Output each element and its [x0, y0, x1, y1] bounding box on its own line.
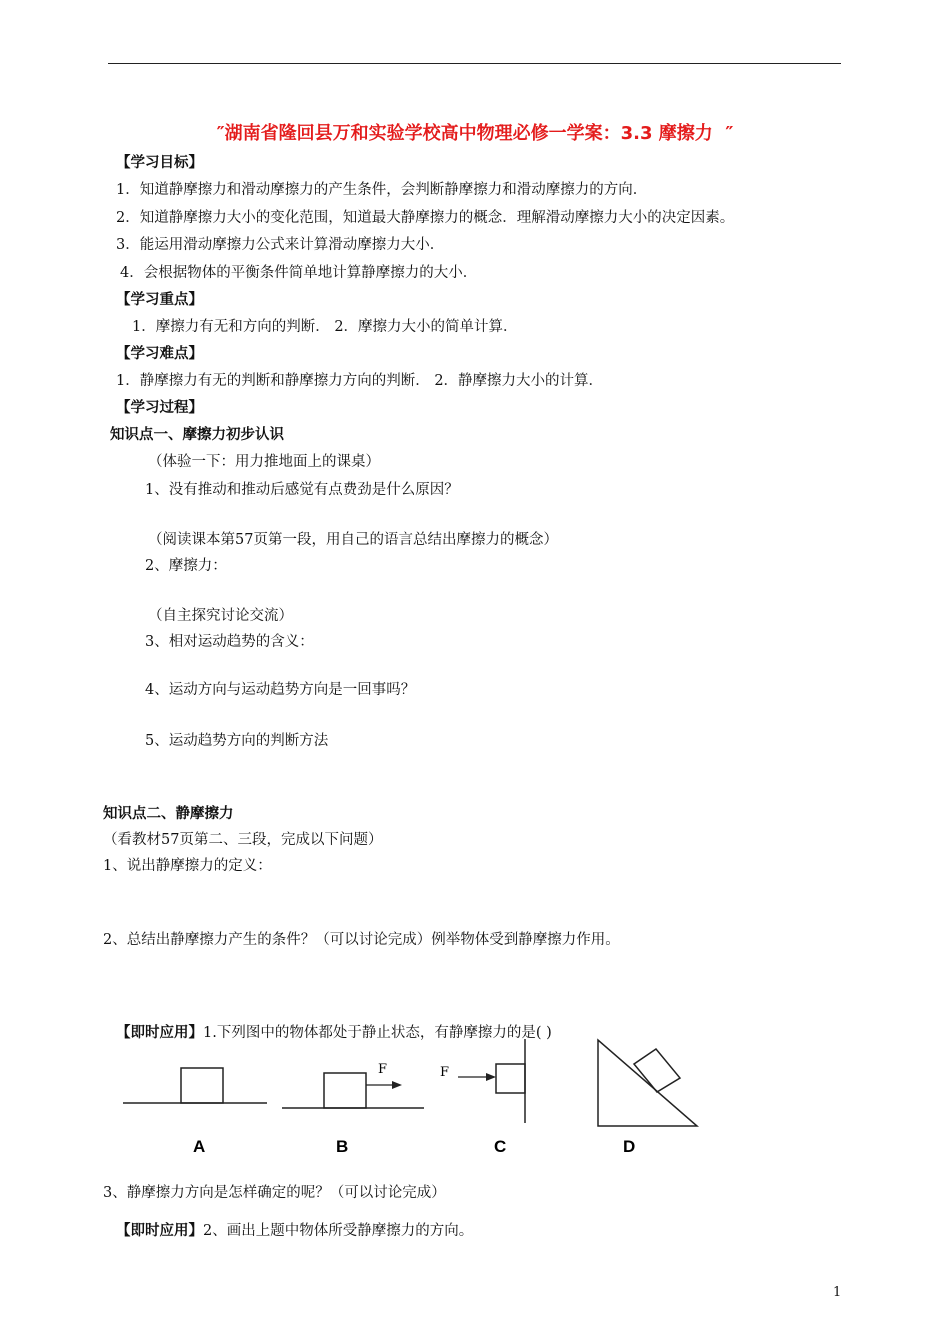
k2-question-2: 2、总结出静摩擦力产生的条件？（可以讨论完成）例举物体受到静摩擦力作用。: [103, 932, 620, 948]
figure-label-d: D: [623, 1137, 636, 1156]
objective-2: 2．知道静摩擦力大小的变化范围，知道最大静摩擦力的概念．理解滑动摩擦力大小的决定因素。: [116, 210, 735, 226]
k1-note-1: （体验一下：用力推地面上的课桌）: [148, 454, 380, 470]
figure-b: [282, 1062, 424, 1108]
keypoints-heading: 【学习重点】: [116, 292, 203, 308]
k1-note-3: （自主探究讨论交流）: [148, 608, 293, 624]
k1-heading: 知识点一、摩擦力初步认识: [110, 427, 284, 443]
block-c: [496, 1064, 525, 1093]
block-b: [324, 1073, 366, 1108]
application-2: [116, 1221, 473, 1241]
k2-question-1: 1、说出静摩擦力的定义：: [103, 858, 272, 874]
page-title: ″湖南省隆回县万和实验学校高中物理必修一学案：3.3 摩擦力 ″: [216, 123, 734, 144]
application-1-tag: 【即时应用】: [116, 1025, 203, 1041]
k1-question-3: 3、相对运动趋势的含义：: [145, 634, 314, 650]
process-heading: 【学习过程】: [116, 400, 203, 416]
objective-3: 3．能运用滑动摩擦力公式来计算滑动摩擦力大小．: [116, 237, 445, 253]
figure-label-c: C: [494, 1137, 507, 1156]
difficulties-heading: 【学习难点】: [116, 346, 203, 362]
difficulties-text: 1．静摩擦力有无的判断和静摩擦力方向的判断． 2．静摩擦力大小的计算．: [116, 373, 604, 389]
k1-question-5: 5、运动趋势方向的判断方法: [145, 733, 329, 749]
application-2-text: 2、画出上题中物体所受静摩擦力的方向。: [203, 1223, 474, 1239]
figure-d: [598, 1040, 697, 1126]
incline-d: [598, 1040, 697, 1126]
force-label-c: F: [440, 1065, 450, 1080]
block-d: [634, 1049, 680, 1092]
force-label-b: F: [378, 1062, 388, 1077]
page-number: 1: [833, 1285, 842, 1300]
figure-a: [123, 1068, 267, 1103]
k1-question-1: 1、没有推动和推动后感觉有点费劲是什么原因？: [145, 482, 459, 498]
block-a: [181, 1068, 223, 1103]
static-friction-figure: [110, 1030, 710, 1160]
objective-4: 4．会根据物体的平衡条件简单地计算静摩擦力的大小．: [120, 265, 478, 281]
header-rule: [108, 63, 841, 64]
objective-1: 1．知道静摩擦力和滑动摩擦力的产生条件，会判断静摩擦力和滑动摩擦力的方向．: [116, 182, 648, 198]
application-2-tag: 【即时应用】: [116, 1223, 203, 1239]
k2-heading: 知识点二、静摩擦力: [103, 806, 234, 822]
application-1-text: 1.下列图中的物体都处于静止状态，有静摩擦力的是( ): [203, 1025, 552, 1041]
k1-note-2: （阅读课本第57页第一段，用自己的语言总结出摩擦力的概念）: [148, 532, 558, 548]
k2-note: （看教材57页第二、三段，完成以下问题）: [103, 832, 383, 848]
objectives-heading: 【学习目标】: [116, 155, 203, 171]
figure-c: [440, 1039, 525, 1123]
k1-question-4: 4、运动方向与运动趋势方向是一回事吗？: [145, 682, 416, 698]
k2-question-3: 3、静摩擦力方向是怎样确定的呢？（可以讨论完成）: [103, 1185, 446, 1201]
keypoints-text: 1．摩擦力有无和方向的判断． 2．摩擦力大小的简单计算．: [132, 319, 518, 335]
figure-label-a: A: [193, 1137, 206, 1156]
figure-label-b: B: [336, 1137, 349, 1156]
k1-question-2: 2、摩擦力：: [145, 558, 227, 574]
